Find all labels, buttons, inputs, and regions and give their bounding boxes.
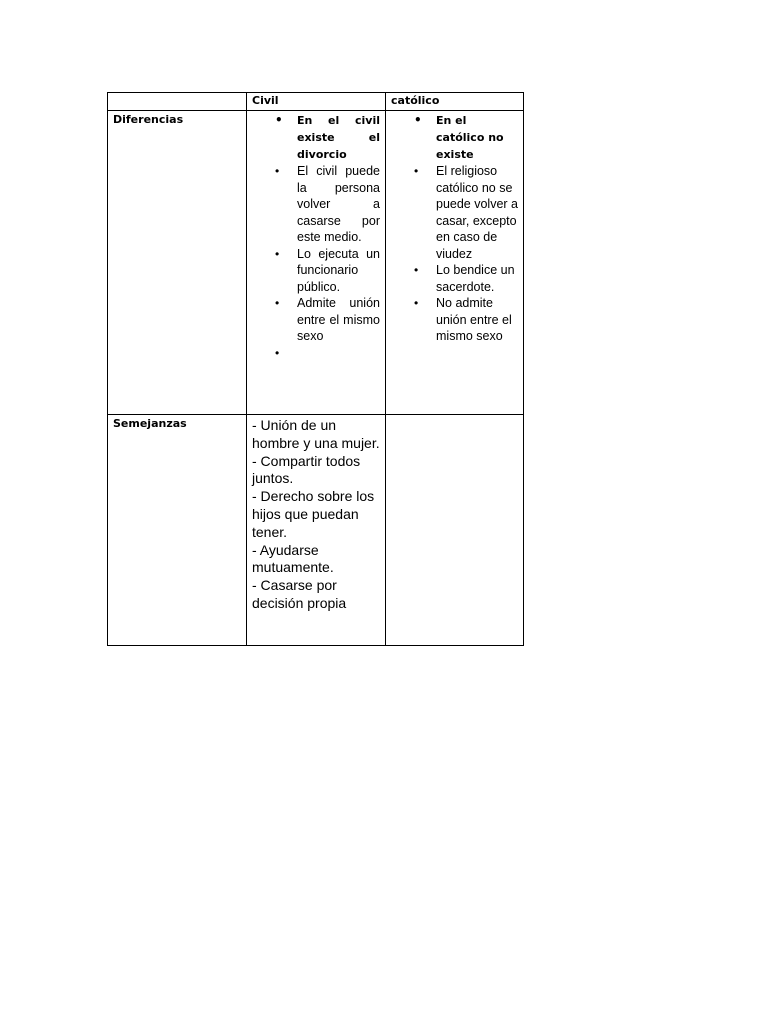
bullet-icon: • — [275, 113, 283, 127]
similarities-list — [252, 416, 380, 613]
header-cell-civil: Civil — [247, 93, 386, 111]
table-row-semejanzas — [108, 415, 524, 646]
list-item — [275, 345, 380, 362]
list-item: - Unión de un hombre y una mujer. — [252, 417, 380, 451]
list-item: • Lo ejecuta un funcionario público. — [275, 246, 380, 294]
list-item: • El religioso católico no se puede volver a casar, excepto en caso de viudez — [414, 164, 519, 261]
bullet-icon: • — [275, 296, 280, 310]
header-cell-catolico: católico — [386, 93, 524, 111]
list-item: • Lo bendice un sacerdote. — [414, 263, 515, 294]
bullet-icon: • — [414, 113, 422, 127]
list-item: • En el católico no existe — [414, 113, 504, 161]
list-item: - Compartir todos juntos. — [252, 452, 361, 487]
comparison-table — [107, 92, 524, 646]
bullet-icon: • — [414, 263, 419, 277]
catolico-differences-list — [391, 112, 518, 345]
list-item: • No admite unión entre el mismo sexo — [414, 296, 512, 343]
list-item: - Casarse por decisión propia — [252, 577, 347, 611]
cell-semejanzas-catolico — [386, 415, 524, 646]
bullet-icon: • — [414, 164, 419, 178]
bullet-icon: • — [414, 296, 419, 310]
cell-diferencias-catolico — [386, 111, 524, 415]
row-label-diferencias: Diferencias — [108, 111, 247, 415]
list-item: • Admite unión entre el mismo sexo — [275, 296, 380, 343]
list-item: - Ayudarse mutuamente. — [252, 541, 334, 576]
cell-diferencias-civil — [247, 111, 386, 415]
bullet-icon: • — [275, 246, 280, 261]
list-item: • En el civil existe el divorcio — [275, 113, 380, 161]
row-label-semejanzas: Semejanzas — [108, 415, 247, 646]
list-item: • El civil puede la persona volver a casarse por este medio. — [275, 164, 380, 244]
list-item: - Derecho sobre los hijos que puedan tener. — [252, 488, 375, 540]
header-cell-empty — [108, 93, 247, 111]
table-row-diferencias — [108, 111, 524, 415]
bullet-icon: • — [275, 164, 280, 178]
cell-semejanzas-civil — [247, 415, 386, 646]
table-header-row — [108, 93, 524, 111]
civil-differences-list — [252, 112, 380, 361]
bullet-icon: • — [275, 345, 280, 360]
